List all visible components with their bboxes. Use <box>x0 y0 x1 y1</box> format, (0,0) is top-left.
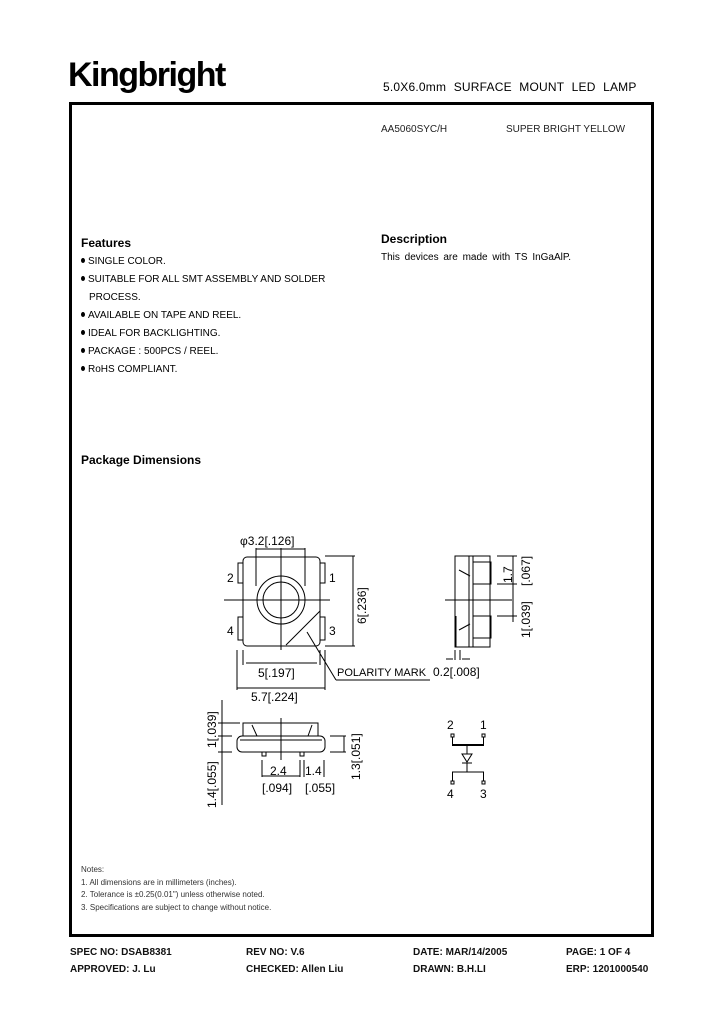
revision-number: REV NO: V.6 <box>246 947 305 958</box>
outer-width-dimension: 5.7[.224] <box>251 690 298 704</box>
feature-item: IDEAL FOR BACKLIGHTING. <box>81 327 325 345</box>
inner-width-dimension: 5[.197] <box>258 666 295 680</box>
feature-item: SUITABLE FOR ALL SMT ASSEMBLY AND SOLDER <box>81 273 325 291</box>
package-dimensions-heading: Package Dimensions <box>81 453 202 467</box>
document-title: 5.0X6.0mm SURFACE MOUNT LED LAMP <box>383 80 637 94</box>
pad-b-dimension: 1.4 <box>305 764 322 778</box>
checked-by: CHECKED: Allen Liu <box>246 964 344 975</box>
notes-section <box>81 864 271 914</box>
feature-item: PACKAGE : 500PCS / REEL. <box>81 345 325 363</box>
brand-logo: Kingbright <box>68 56 225 94</box>
features-heading: Features <box>81 236 132 250</box>
schematic-pin-label: 3 <box>480 787 487 801</box>
gap-dimension: 0.2[.008] <box>433 665 480 679</box>
note-item: 3. Specifications are subject to change without notice. <box>81 902 272 912</box>
schematic-pin-label: 1 <box>480 718 487 732</box>
pin-label: 3 <box>329 624 336 638</box>
description-heading: Description <box>381 232 448 246</box>
pin-label: 4 <box>227 624 234 638</box>
side-dimension-a: 1.7 <box>501 566 515 583</box>
pin-label: 1 <box>329 571 336 585</box>
pad-b-inches: [.055] <box>305 781 336 795</box>
height-dimension: 6[.236] <box>355 587 369 624</box>
part-number: AA5060SYC/H <box>381 124 448 135</box>
page-number: PAGE: 1 OF 4 <box>566 947 631 958</box>
side-dimension-a-inches: [.067] <box>519 555 533 586</box>
feature-item: RoHS COMPLIANT. <box>81 363 325 381</box>
note-item: 1. All dimensions are in millimeters (inches). <box>81 877 237 887</box>
schematic-pin-label: 2 <box>447 718 454 732</box>
side-dimension-b: 1[.039] <box>519 601 533 638</box>
pin-label: 2 <box>227 571 234 585</box>
pad-a-inches: [.094] <box>262 781 293 795</box>
front-top-dimension: 1[.039] <box>205 711 219 748</box>
note-item: 2. Tolerance is ±0.25(0.01") unless otherwise noted. <box>81 890 265 899</box>
spec-number: SPEC NO: DSAB8381 <box>70 947 172 958</box>
feature-item: AVAILABLE ON TAPE AND REEL. <box>81 309 325 327</box>
feature-item-continuation: PROCESS. <box>89 292 141 303</box>
approved-by: APPROVED: J. Lu <box>70 964 156 975</box>
front-total-dimension: 1.4[.055] <box>205 761 219 808</box>
erp-number: ERP: 1201000540 <box>566 964 649 975</box>
description-text: This devices are made with TS InGaAlP. <box>381 252 572 263</box>
schematic-pin-label: 4 <box>447 787 454 801</box>
polarity-mark-label: POLARITY MARK <box>337 667 427 679</box>
notes-title: Notes: <box>81 865 105 874</box>
front-right-dimension: 1.3[.051] <box>349 733 363 780</box>
part-description: SUPER BRIGHT YELLOW <box>506 124 626 135</box>
date: DATE: MAR/14/2005 <box>413 947 508 958</box>
pad-a-dimension: 2.4 <box>270 764 287 778</box>
feature-item: SINGLE COLOR. <box>81 255 325 273</box>
lens-diameter-label: φ3.2[.126] <box>240 534 295 548</box>
drawn-by: DRAWN: B.H.LI <box>413 964 486 975</box>
